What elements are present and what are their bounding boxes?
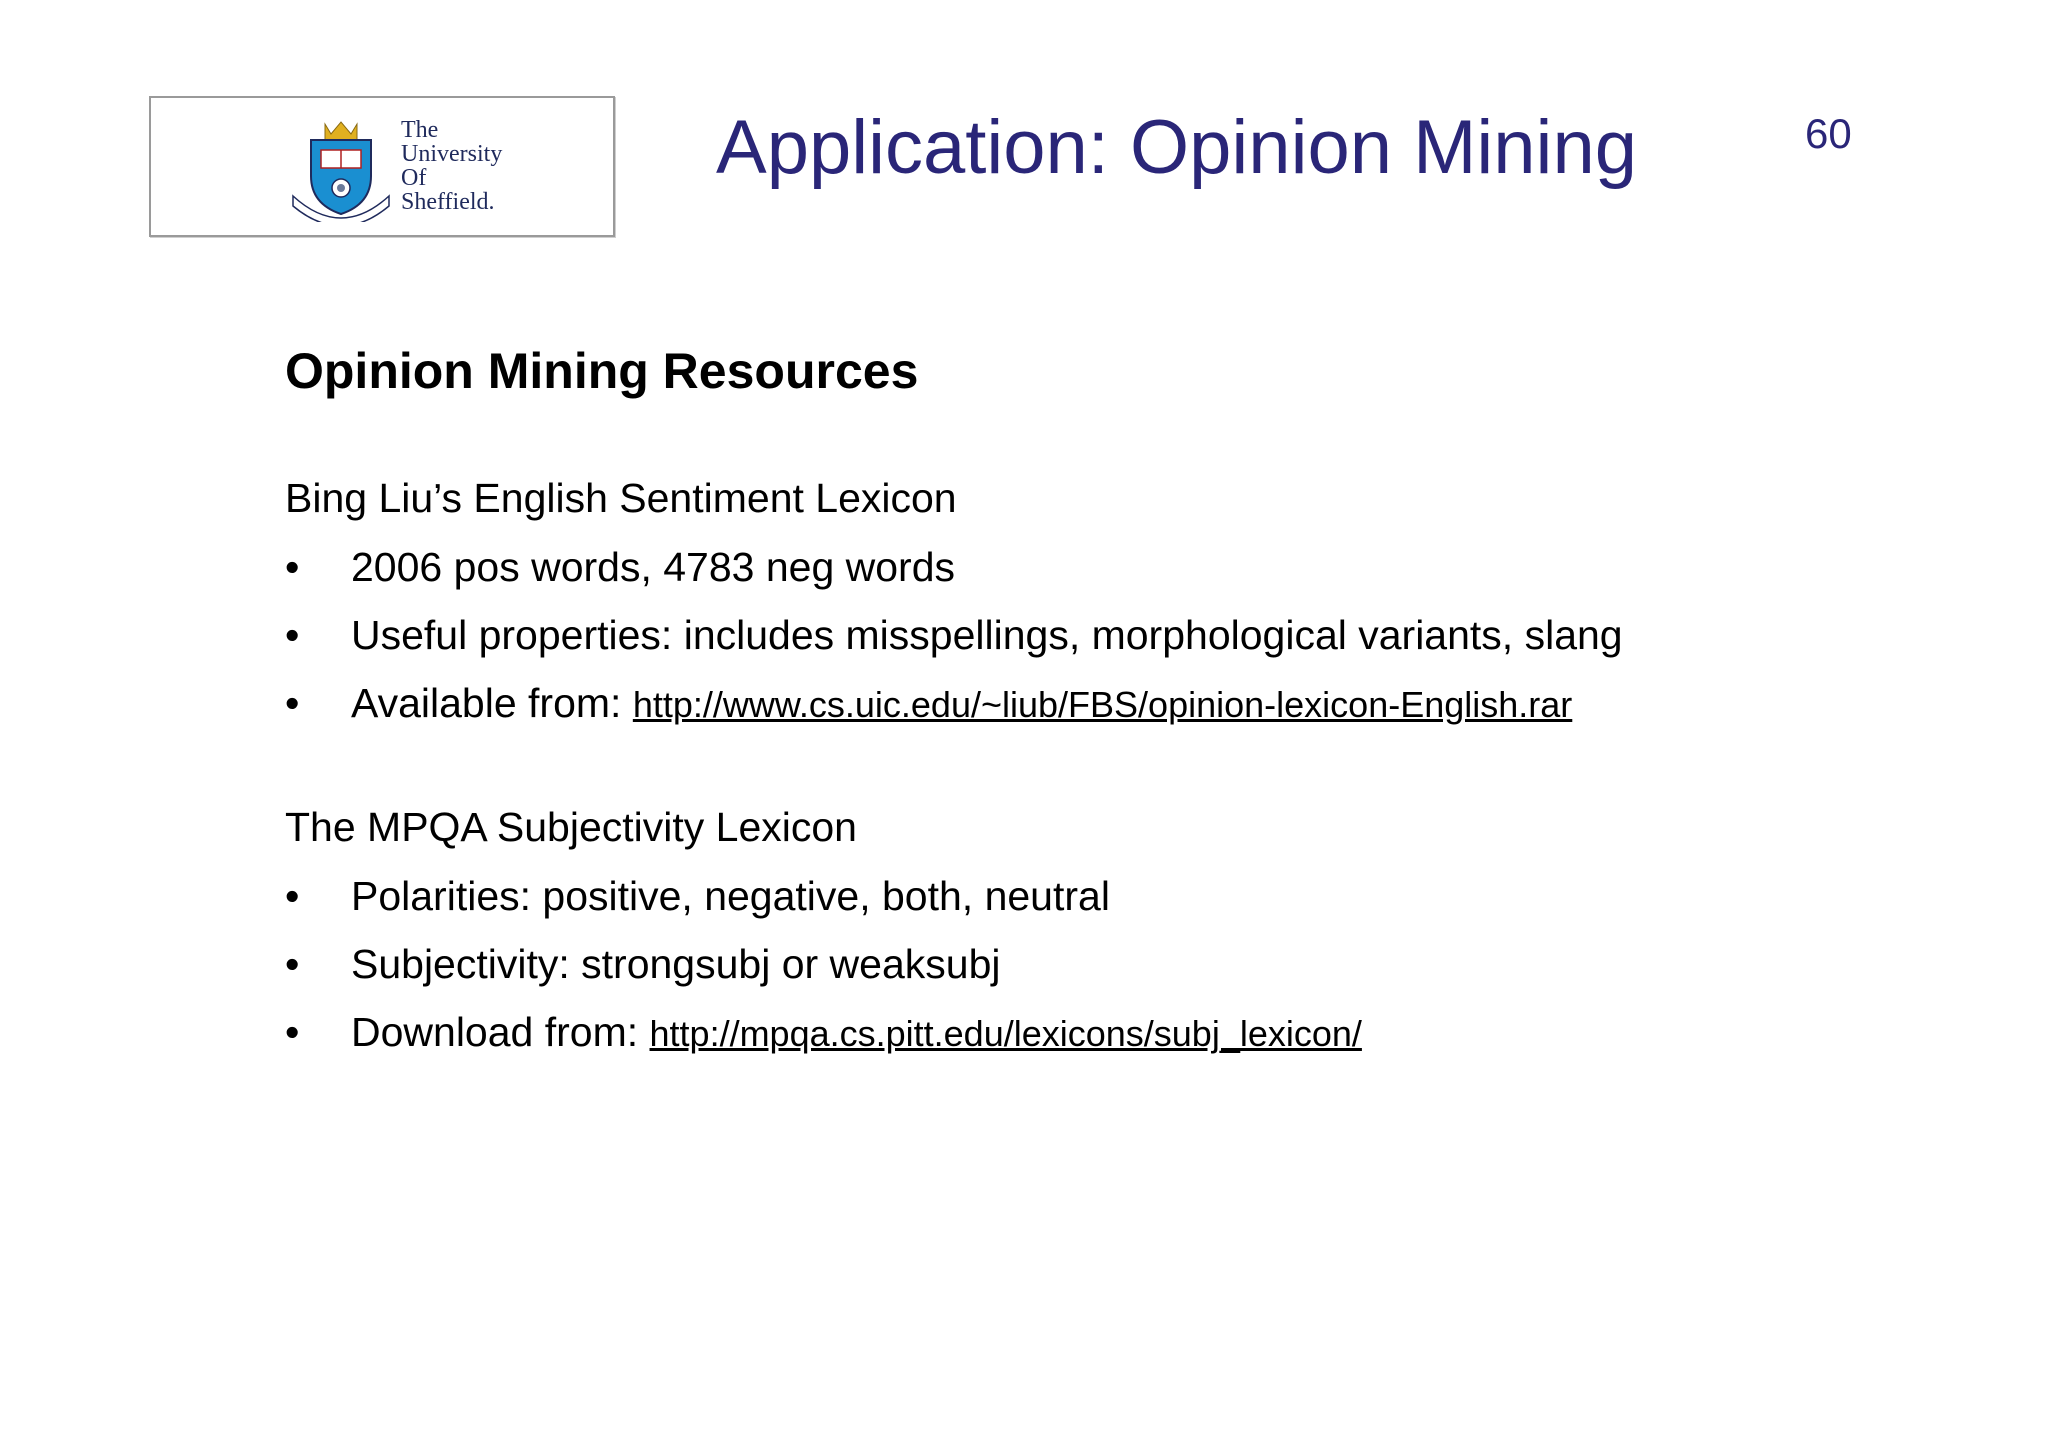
slide-title: Application: Opinion Mining [716, 105, 1637, 190]
lexicon-title-mpqa: The MPQA Subjectivity Lexicon [285, 804, 857, 850]
bing-liu-lexicon-link[interactable]: http://www.cs.uic.edu/~liub/FBS/opinion-lexicon-English.rar [632, 684, 1573, 725]
logo-line: Sheffield. [401, 189, 495, 215]
bullet-icon: • [285, 941, 300, 987]
logo-wordmark [401, 118, 502, 214]
logo-line: Of [401, 165, 427, 191]
bullet-icon: • [285, 873, 300, 919]
bullet-text-with-link [351, 679, 1572, 729]
lexicon-title-bing-liu: Bing Liu’s English Sentiment Lexicon [285, 475, 957, 521]
university-logo [149, 96, 615, 237]
university-crest-icon [287, 114, 395, 222]
bullet-text: 2006 pos words, 4783 neg words [351, 544, 956, 590]
logo-line: The [401, 117, 439, 143]
bullet-text: Available from: [351, 680, 633, 726]
bullet-icon: • [285, 680, 300, 726]
logo-line: University [401, 141, 503, 167]
bullet-text: Download from: [351, 1009, 650, 1055]
page-number: 60 [1805, 110, 1852, 157]
bullet-text: Polarities: positive, negative, both, neutral [351, 873, 1110, 919]
bullet-text: Subjectivity: strongsubj or weaksubj [351, 941, 1001, 987]
bullet-icon: • [285, 544, 300, 590]
bullet-text-with-link [351, 1008, 1362, 1058]
bullet-icon: • [285, 612, 300, 658]
mpqa-lexicon-link[interactable]: http://mpqa.cs.pitt.edu/lexicons/subj_lexicon/ [649, 1013, 1362, 1054]
section-heading: Opinion Mining Resources [285, 343, 919, 399]
bullet-icon: • [285, 1009, 300, 1055]
bullet-text: Useful properties: includes misspellings, morphological variants, slang [351, 612, 1623, 658]
